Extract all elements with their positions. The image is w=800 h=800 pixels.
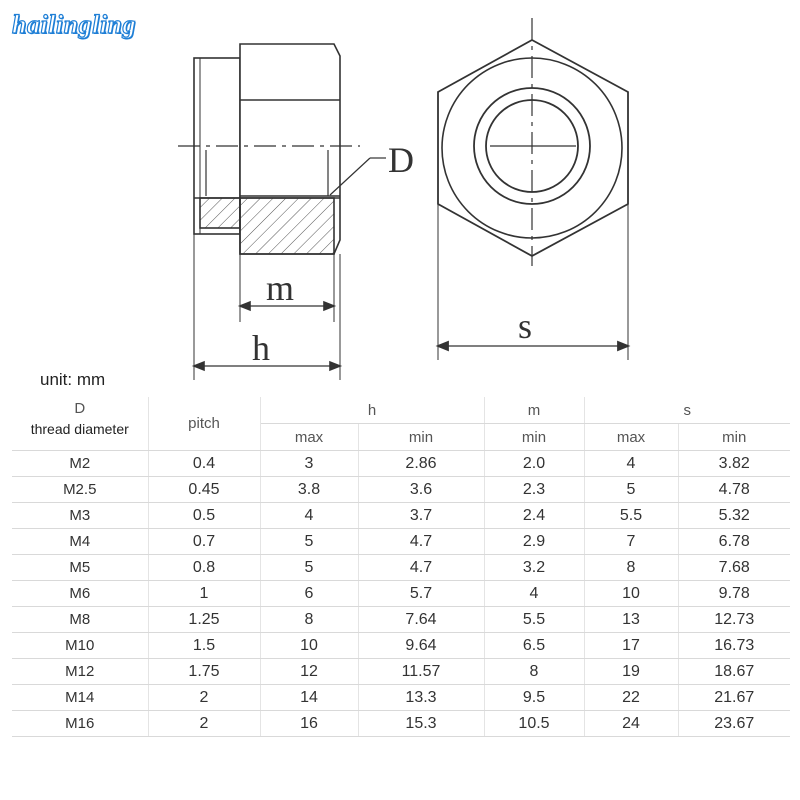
col-header-s-max: max	[584, 424, 678, 451]
table-header-row	[12, 397, 790, 424]
table-cell: 3.8	[260, 477, 358, 503]
table-cell: 2.4	[484, 503, 584, 529]
table-cell: 10	[260, 633, 358, 659]
col-header-h-max: max	[260, 424, 358, 451]
col-header-d: D thread diameter	[12, 397, 148, 451]
table-row	[12, 607, 790, 633]
table-cell: 9.5	[484, 685, 584, 711]
table-cell: 2	[148, 711, 260, 737]
table-cell: 12	[260, 659, 358, 685]
table-cell: M5	[12, 555, 148, 581]
table-cell: 2.9	[484, 529, 584, 555]
table-cell: 5.7	[358, 581, 484, 607]
table-cell: 1	[148, 581, 260, 607]
col-header-pitch: pitch	[148, 397, 260, 451]
table-cell: 13.3	[358, 685, 484, 711]
table-cell: 4.7	[358, 529, 484, 555]
side-section-hatch	[240, 198, 334, 254]
table-cell: M14	[12, 685, 148, 711]
s-label: s	[518, 306, 533, 346]
table-row	[12, 633, 790, 659]
col-header-s-min: min	[678, 424, 790, 451]
m-label: m	[266, 268, 295, 308]
table-cell: 11.57	[358, 659, 484, 685]
col-header-m-min: min	[484, 424, 584, 451]
table-cell: 6	[260, 581, 358, 607]
table-cell: 9.78	[678, 581, 790, 607]
table-cell: 4.7	[358, 555, 484, 581]
table-cell: 18.67	[678, 659, 790, 685]
table-cell: 2	[148, 685, 260, 711]
table-row	[12, 477, 790, 503]
table-cell: 5.5	[484, 607, 584, 633]
table-row	[12, 685, 790, 711]
table-cell: 14	[260, 685, 358, 711]
table-cell: 24	[584, 711, 678, 737]
table-cell: 15.3	[358, 711, 484, 737]
table-cell: 17	[584, 633, 678, 659]
table-cell: 6.5	[484, 633, 584, 659]
table-row	[12, 451, 790, 477]
table-cell: 8	[484, 659, 584, 685]
table-cell: 4.78	[678, 477, 790, 503]
table-cell: 2.0	[484, 451, 584, 477]
table-cell: 0.4	[148, 451, 260, 477]
table-cell: 10.5	[484, 711, 584, 737]
table-row	[12, 503, 790, 529]
table-cell: 4	[484, 581, 584, 607]
front-view	[438, 18, 628, 360]
table-cell: 5	[584, 477, 678, 503]
table-cell: M4	[12, 529, 148, 555]
table-cell: 2.86	[358, 451, 484, 477]
table-row	[12, 711, 790, 737]
table-cell: 0.8	[148, 555, 260, 581]
table-cell: M6	[12, 581, 148, 607]
table-cell: 8	[260, 607, 358, 633]
table-cell: 3.6	[358, 477, 484, 503]
table-cell: 5.32	[678, 503, 790, 529]
table-cell: 22	[584, 685, 678, 711]
table-cell: M2	[12, 451, 148, 477]
table-cell: 16.73	[678, 633, 790, 659]
table-cell: 3.7	[358, 503, 484, 529]
front-hexagon	[438, 40, 628, 256]
col-header-s: s	[584, 397, 790, 424]
table-cell: 16	[260, 711, 358, 737]
table-cell: M2.5	[12, 477, 148, 503]
table-cell: 1.5	[148, 633, 260, 659]
table-cell: 7.68	[678, 555, 790, 581]
table-row	[12, 555, 790, 581]
table-cell: 21.67	[678, 685, 790, 711]
table-cell: 10	[584, 581, 678, 607]
spec-table	[12, 397, 790, 737]
table-cell: 4	[260, 503, 358, 529]
table-row	[12, 581, 790, 607]
col-header-m: m	[484, 397, 584, 424]
watermark-logo: hailingling	[12, 10, 136, 39]
table-row	[12, 529, 790, 555]
table-row	[12, 659, 790, 685]
nut-technical-drawing	[0, 0, 800, 395]
unit-label: unit: mm	[40, 370, 106, 389]
d-label: D	[388, 140, 414, 180]
table-cell: M10	[12, 633, 148, 659]
table-cell: 4	[584, 451, 678, 477]
col-header-h: h	[260, 397, 484, 424]
table-cell: 5	[260, 555, 358, 581]
table-cell: 3.2	[484, 555, 584, 581]
h-label: h	[252, 328, 270, 368]
table-cell: 8	[584, 555, 678, 581]
table-cell: 13	[584, 607, 678, 633]
table-cell: 5	[260, 529, 358, 555]
table-cell: 0.7	[148, 529, 260, 555]
table-cell: 3	[260, 451, 358, 477]
table-cell: M8	[12, 607, 148, 633]
table-cell: 19	[584, 659, 678, 685]
table-cell: M3	[12, 503, 148, 529]
table-cell: 3.82	[678, 451, 790, 477]
table-cell: 6.78	[678, 529, 790, 555]
table-cell: 5.5	[584, 503, 678, 529]
table-cell: 23.67	[678, 711, 790, 737]
table-cell: 7	[584, 529, 678, 555]
table-cell: M12	[12, 659, 148, 685]
side-view	[178, 44, 386, 380]
table-cell: 0.5	[148, 503, 260, 529]
table-cell: 1.25	[148, 607, 260, 633]
table-cell: M16	[12, 711, 148, 737]
table-cell: 0.45	[148, 477, 260, 503]
table-cell: 2.3	[484, 477, 584, 503]
table-cell: 1.75	[148, 659, 260, 685]
table-cell: 9.64	[358, 633, 484, 659]
table-cell: 7.64	[358, 607, 484, 633]
col-header-h-min: min	[358, 424, 484, 451]
table-cell: 12.73	[678, 607, 790, 633]
